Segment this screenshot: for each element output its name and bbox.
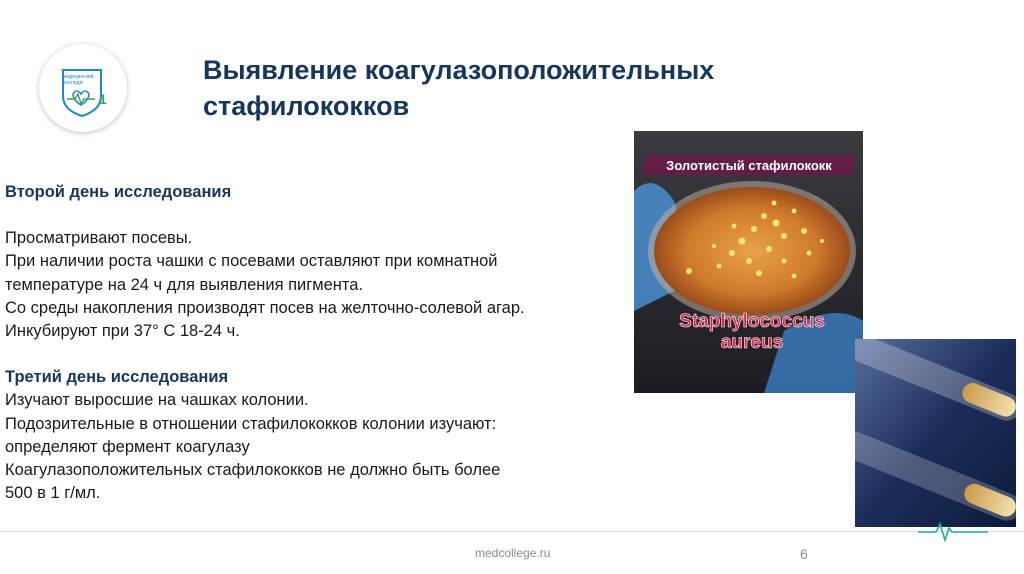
- body-line: Коагулазоположительных стафилококков не должно быть более: [5, 461, 501, 480]
- body-line: При наличии роста чашки с посевами оставляют при комнатной: [5, 252, 498, 271]
- slide-title: [203, 52, 803, 124]
- title-line-1: Выявление коагулазоположительных: [203, 55, 715, 85]
- pulse-line-icon: [918, 520, 988, 544]
- plate-caption-top: Золотистый стафилококк: [666, 158, 832, 173]
- section-heading-day2: Второй день исследования: [5, 183, 232, 201]
- body-line: 500 в 1 г/мл.: [5, 484, 101, 503]
- body-line: температуре на 24 ч для выявления пигмента.: [5, 275, 364, 294]
- body-line: определяют фермент коагулазу: [5, 437, 250, 456]
- logo-text: медицинский колледж: [63, 74, 94, 86]
- section-heading-day3: Третий день исследования: [5, 368, 229, 387]
- body-line: Со среды накопления производят посев на желточно-солевой агар.: [5, 298, 525, 317]
- footer-divider: [0, 531, 1024, 532]
- college-logo: [39, 44, 127, 132]
- plate-caption-latin-1: Staphylococcus: [679, 311, 825, 332]
- logo-number: 1: [99, 91, 107, 107]
- body-line: Просматривают посевы.: [5, 229, 193, 248]
- title-line-2: стафилококков: [203, 91, 410, 121]
- body-line: Подозрительные в отношении стафилококков колонии изучают:: [5, 414, 497, 433]
- petri-dish-photo: [634, 131, 863, 393]
- slide-body: [5, 181, 620, 505]
- footer-site: medcollege.ru: [475, 546, 551, 560]
- page-number: 6: [800, 546, 808, 562]
- body-line: Изучают выросшие на чашках колонии.: [5, 391, 309, 410]
- logo-emblem-icon: [39, 44, 127, 132]
- test-tubes-photo: [855, 339, 1016, 527]
- body-line: Инкубируют при 37° С 18-24 ч.: [5, 322, 240, 341]
- plate-caption-latin-2: aureus: [720, 332, 784, 353]
